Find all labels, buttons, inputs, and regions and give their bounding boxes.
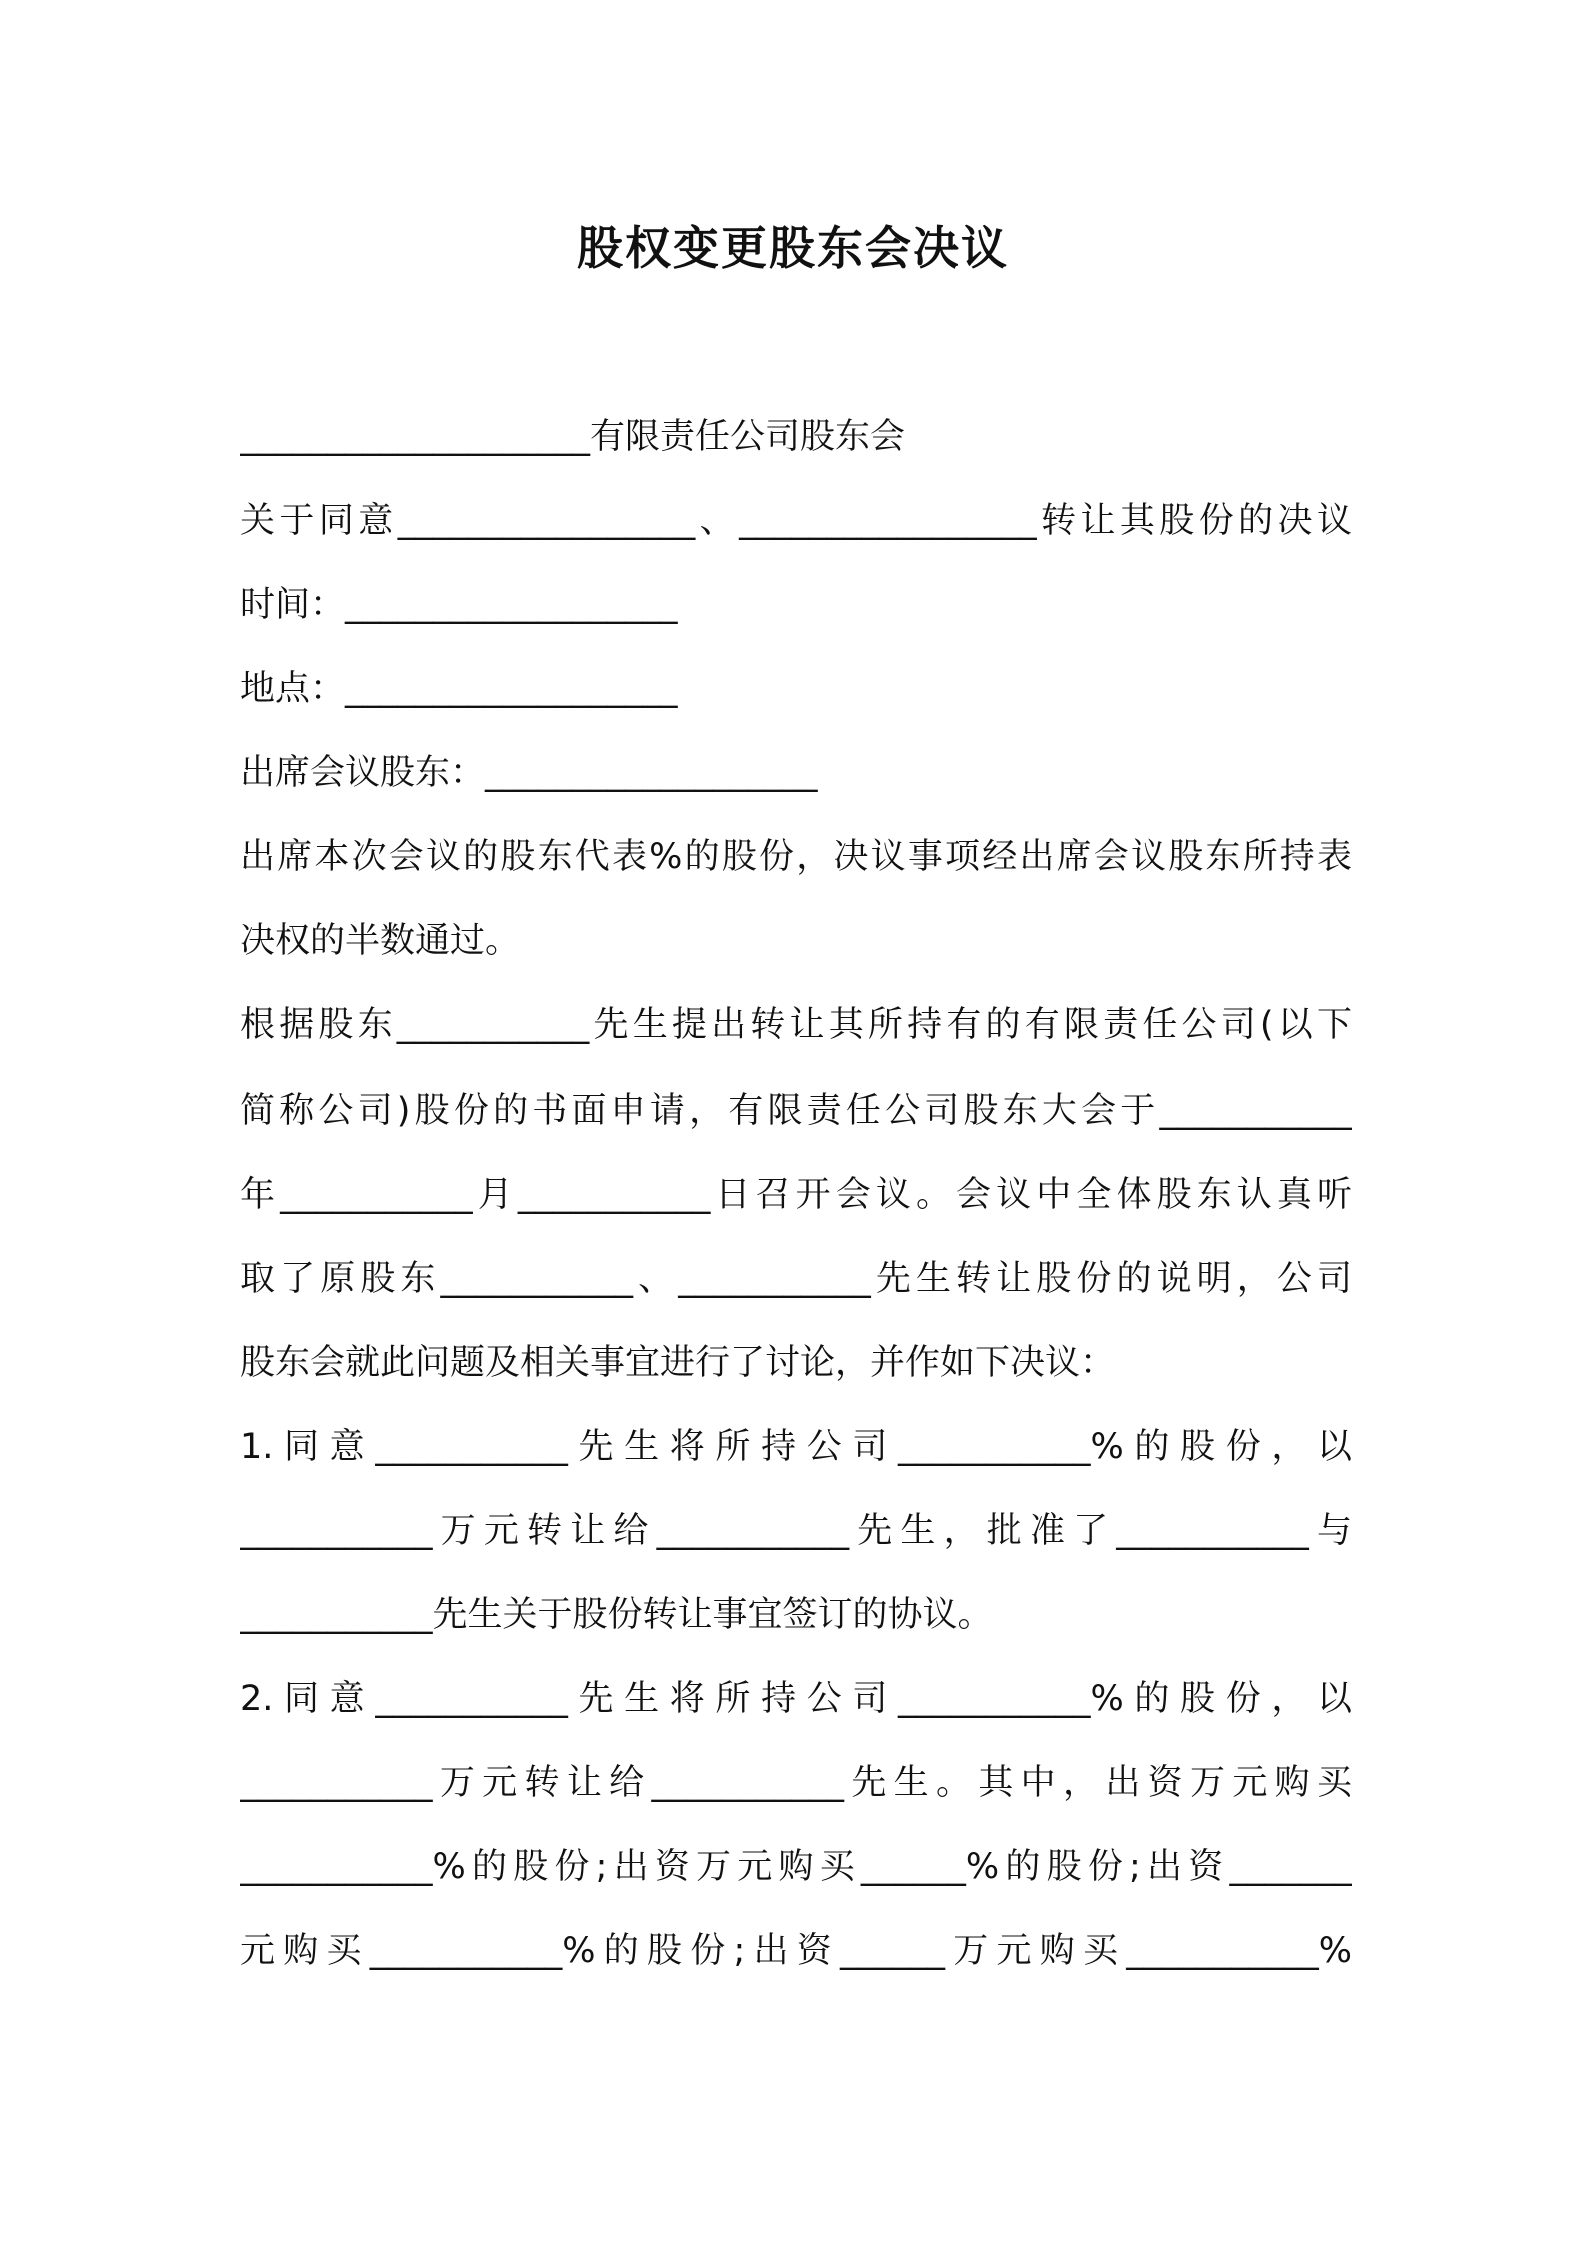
paragraph-line: 时间：___________________	[240, 585, 678, 625]
paragraph-line: 元购买___________%的股份;出资______万元购买___________%	[240, 1931, 1352, 1971]
paragraph-line: 根据股东___________先生提出转让其所持有的有限责任公司(以下	[240, 1005, 1352, 1045]
paragraph-line: 地点：___________________	[240, 669, 678, 709]
paragraph-line: 简称公司)股份的书面申请，有限责任公司股东大会于___________	[240, 1091, 1352, 1131]
paragraph-line: ___________先生关于股份转让事宜签订的协议。	[240, 1595, 993, 1635]
paragraph-line: ___________万元转让给___________先生。其中，出资万元购买	[240, 1763, 1352, 1803]
paragraph-line: 出席本次会议的股东代表%的股份，决议事项经出席会议股东所持表	[240, 837, 1352, 877]
paragraph-line: 2.同意___________先生将所持公司___________%的股份，以	[240, 1679, 1352, 1719]
paragraph-line: 关于同意_________________、_________________转让其股份的决议	[240, 501, 1352, 541]
paragraph-line: 年___________月___________日召开会议。会议中全体股东认真听	[240, 1175, 1352, 1215]
document-title: 股权变更股东会决议	[577, 221, 1009, 275]
paragraph-line: ___________%的股份;出资万元购买______%的股份;出资_______	[240, 1847, 1352, 1887]
paragraph-line: ____________________有限责任公司股东会	[240, 417, 906, 457]
paragraph-line: 出席会议股东：___________________	[240, 753, 818, 793]
paragraph-line: 决权的半数通过。	[240, 921, 521, 961]
paragraph-line: ___________万元转让给___________先生，批准了___________与	[240, 1511, 1352, 1551]
paragraph-line: 1.同意___________先生将所持公司___________%的股份，以	[240, 1427, 1352, 1467]
paragraph-line: 股东会就此问题及相关事宜进行了讨论，并作如下决议：	[240, 1343, 1116, 1383]
paragraph-line: 取了原股东___________、___________先生转让股份的说明，公司	[240, 1259, 1352, 1299]
